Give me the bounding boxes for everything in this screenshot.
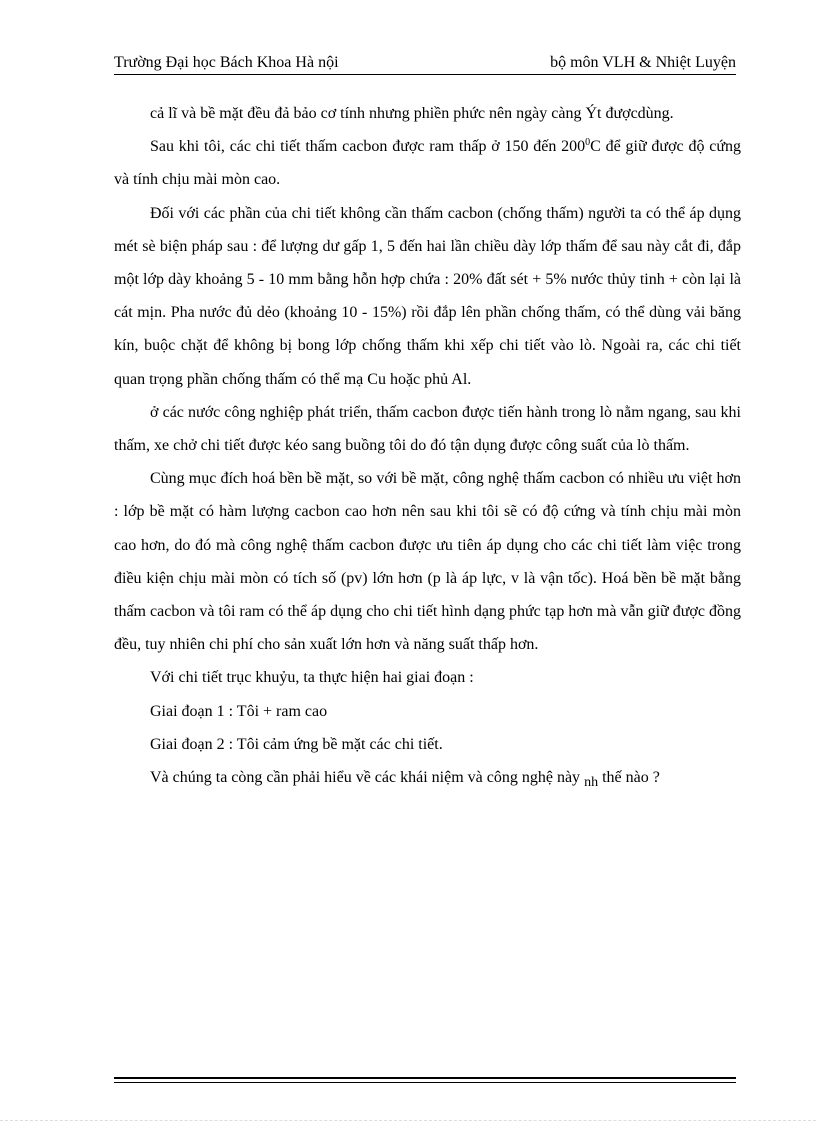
paragraph: cả lĩ và bề mặt đều đả bảo cơ tính nhưng phiền phức nên ngày càng Ýt đượcdùng. xyxy=(150,105,674,122)
paragraph: Đối với các phần của chi tiết không cần thấm cacbon (chống thấm) người ta có thể áp dụng mét sè biện pháp sau : để lượng dư gấp 1, 5 đến hai lần chiều dày lớp thấm để sau này cắt đi, đắp một lớp dày khoảng 5 - 10 mm bằng hỗn hợp chứa : 20% đất sét + 5% nước thủy tinh + còn lại là cát mịn. Pha nước đủ dẻo (khoảng 10 - 15%) rồi đắp lên phần chống thấm, có thể dùng vải băng kín, buộc chặt để không bị bong lớp chống thấm khi xếp chi tiết vào lò. Ngoài ra, các chi tiết quan trọng phần chống thấm có thể mạ Cu hoặc phủ Al. xyxy=(114,204,741,388)
paragraph: Và chúng ta còng cần phải hiểu về các khái niệm và công nghệ này nh thế nào ? xyxy=(150,769,660,791)
footer-rule xyxy=(114,1077,736,1079)
header-university: Trường Đại học Bách Khoa Hà nội xyxy=(114,54,339,71)
paragraph: Giai đoạn 2 : Tôi cảm ứng bề mặt các chi tiết. xyxy=(150,735,443,753)
paragraph: Với chi tiết trục khuỷu, ta thực hiện hai giai đoạn : xyxy=(150,669,474,687)
superscript-degree: 0 xyxy=(585,137,591,149)
footer-rule-thin xyxy=(114,1082,736,1083)
page-edge xyxy=(0,1120,816,1121)
header-rule xyxy=(114,74,736,75)
paragraph: Giai đoạn 1 : Tôi + ram cao xyxy=(150,702,328,720)
header-department: bộ môn VLH & Nhiệt Luyện xyxy=(550,54,736,71)
paragraph: Cùng mục đích hoá bền bề mặt, so với bề mặt, công nghệ thấm cacbon có nhiều ưu việt hơn : lớp bề mặt có hàm lượng cacbon cao hơn nên sau khi tôi sẽ có độ cứng và tính chịu mài mòn cao hơn, do đó mà công nghệ thấm cacbon được ưu tiên áp dụng cho các chi tiết làm việc trong điều kiện chịu mài mòn có tích số (pv) lớn hơn (p là áp lực, v là vận tốc). Hoá bền bề mặt bằng thấm cacbon và tôi ram có thể áp dụng cho chi tiết hình dạng phức tạp hơn mà vẫn giữ được đồng đều, tuy nhiên chi phí cho sản xuất lớn hơn và năng suất thấp hơn. xyxy=(114,470,741,654)
page-header xyxy=(114,50,736,76)
document-body xyxy=(114,97,741,799)
paragraph: Sau khi tôi, các chi tiết thấm cacbon được ram thấp ở 150 đến $200^0C$ để giữ được độ cứng và tính chịu mài mòn cao. xyxy=(114,137,742,189)
subscript-fragment: nh xyxy=(584,775,599,791)
paragraph: ở các nước công nghiệp phát triển, thấm cacbon được tiến hành trong lò nằm ngang, sau khi thấm, xe chở chi tiết được kéo sang buồng tôi do đó tận dụng được công suất của lò thấm. xyxy=(114,403,741,455)
